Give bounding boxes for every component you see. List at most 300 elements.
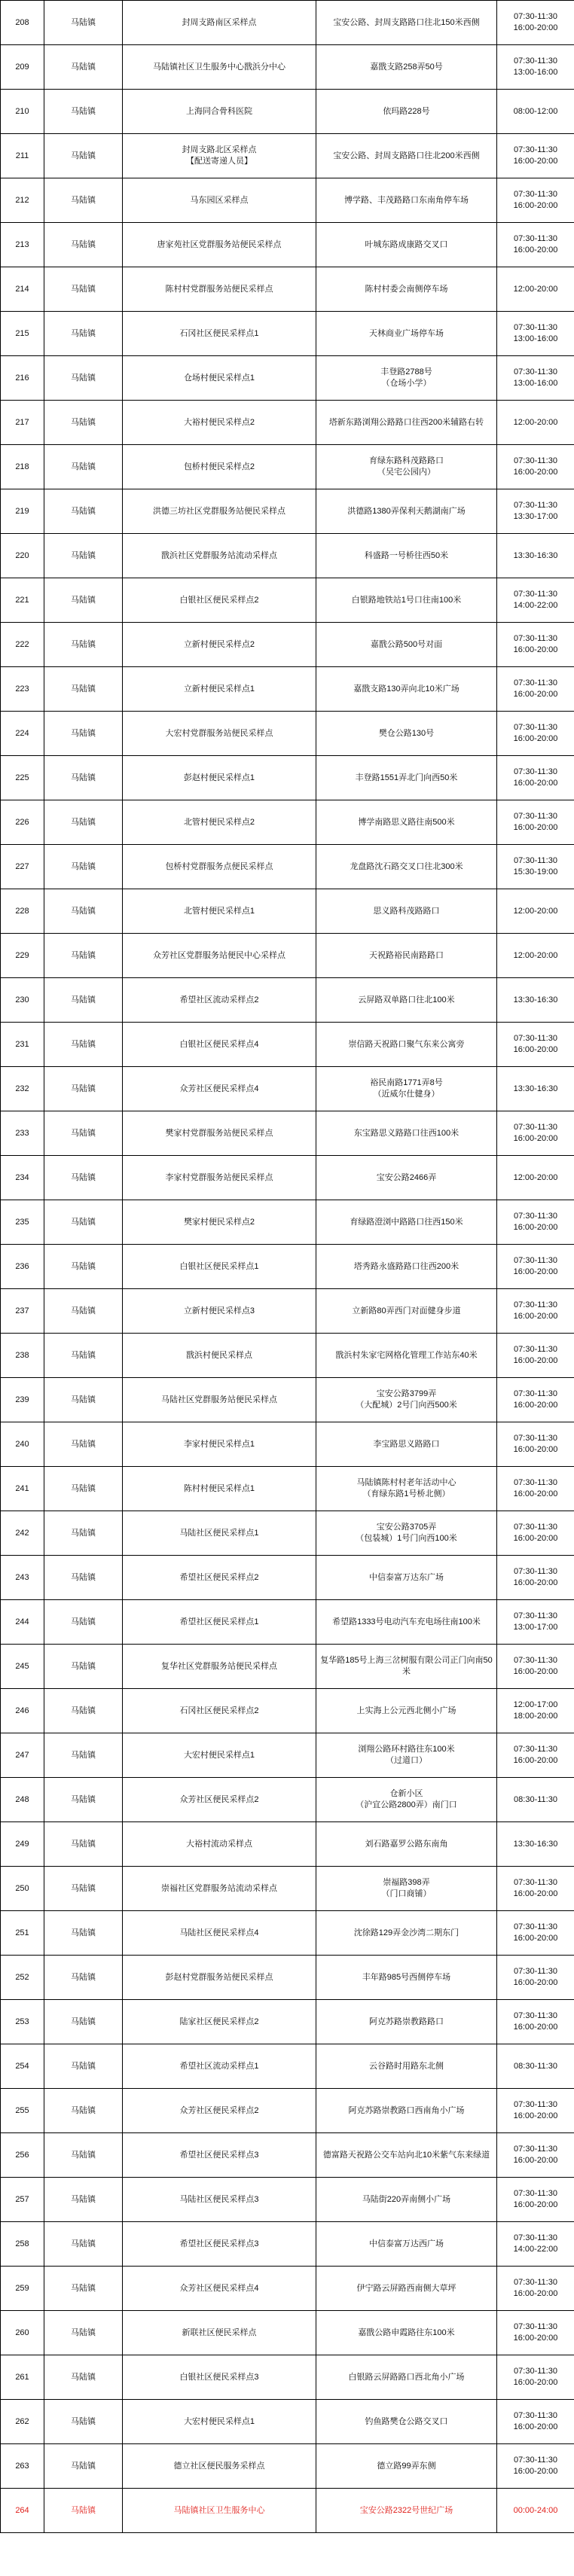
table-row [1,623,574,667]
town-cell: 马陆镇 [44,489,123,534]
address-cell: 天祝路裕民南路路口 [316,934,497,978]
row-number-cell: 237 [1,1289,44,1334]
site-name-cell: 上海同合骨科医院 [123,90,316,134]
table-row [1,1689,574,1733]
table-row [1,1822,574,1867]
row-number-cell: 256 [1,2133,44,2178]
town-cell: 马陆镇 [44,1867,123,1911]
table-row [1,756,574,800]
hours-cell: 07:30-11:30 16:00-20:00 [497,1422,574,1467]
town-cell: 马陆镇 [44,1956,123,2000]
site-name-cell: 包桥村便民采样点2 [123,445,316,489]
town-cell: 马陆镇 [44,401,123,445]
address-cell: 钓鱼路樊仓公路交叉口 [316,2400,497,2444]
address-cell: 博学路、丰茂路路口东南角停车场 [316,178,497,223]
hours-cell: 07:30-11:30 16:00-20:00 [497,1,574,45]
table-row [1,1245,574,1289]
table-row [1,1600,574,1645]
town-cell: 马陆镇 [44,1245,123,1289]
town-cell: 马陆镇 [44,2311,123,2355]
row-number-cell: 242 [1,1511,44,1556]
address-cell: 博学南路思义路往南500米 [316,800,497,845]
table-row [1,712,574,756]
town-cell: 马陆镇 [44,2222,123,2267]
address-cell: 嘉戬支路130弄向北10米广场 [316,667,497,712]
table-row [1,1645,574,1689]
town-cell: 马陆镇 [44,1600,123,1645]
town-cell: 马陆镇 [44,2044,123,2089]
table-row [1,223,574,267]
hours-cell: 12:00-20:00 [497,1156,574,1200]
town-cell: 马陆镇 [44,889,123,934]
table-row [1,978,574,1023]
town-cell: 马陆镇 [44,934,123,978]
site-name-cell: 樊家村党群服务站便民采样点 [123,1111,316,1156]
row-number-cell: 210 [1,90,44,134]
row-number-cell: 235 [1,1200,44,1245]
table-row [1,2267,574,2311]
address-cell: 宝安公路2322号世纪广场 [316,2489,497,2533]
hours-cell: 08:00-12:00 [497,90,574,134]
town-cell: 马陆镇 [44,1511,123,1556]
address-cell: 丰登路2788号 （仓场小学） [316,356,497,401]
site-name-cell: 马陆社区党群服务站便民采样点 [123,1378,316,1422]
site-name-cell: 陆家社区便民采样点2 [123,2000,316,2044]
hours-cell: 07:30-11:30 16:00-20:00 [497,1289,574,1334]
table-row [1,1334,574,1378]
site-name-cell: 大裕村流动采样点 [123,1822,316,1867]
row-number-cell: 262 [1,2400,44,2444]
site-name-cell: 大宏村便民采样点1 [123,1733,316,1778]
row-number-cell: 250 [1,1867,44,1911]
table-row [1,2044,574,2089]
table-row [1,1956,574,2000]
table-row [1,889,574,934]
town-cell: 马陆镇 [44,2000,123,2044]
site-name-cell: 李家村便民采样点1 [123,1422,316,1467]
site-name-cell: 马陆社区便民采样点3 [123,2178,316,2222]
row-number-cell: 209 [1,45,44,90]
row-number-cell: 226 [1,800,44,845]
table-row [1,1422,574,1467]
address-cell: 龙盘路沈石路交叉口往北300米 [316,845,497,889]
town-cell: 马陆镇 [44,90,123,134]
row-number-cell: 243 [1,1556,44,1600]
row-number-cell: 212 [1,178,44,223]
site-name-cell: 立新村便民采样点2 [123,623,316,667]
table-row [1,2222,574,2267]
row-number-cell: 233 [1,1111,44,1156]
row-number-cell: 232 [1,1067,44,1111]
site-name-cell: 希望社区便民采样点3 [123,2133,316,2178]
site-name-cell: 北管村便民采样点2 [123,800,316,845]
address-cell: 宝安公路、封周支路路口往北200米西侧 [316,134,497,178]
site-name-cell: 洪德三坊社区党群服务站便民采样点 [123,489,316,534]
site-name-cell: 白银社区便民采样点2 [123,578,316,623]
address-cell: 宝安公路3799弄 （大配城）2号门向西500米 [316,1378,497,1422]
address-cell: 云谷路时用路东北侧 [316,2044,497,2089]
site-name-cell: 白银社区便民采样点3 [123,2355,316,2400]
address-cell: 育绿东路科茂路路口 （吴宅公园内） [316,445,497,489]
town-cell: 马陆镇 [44,534,123,578]
hours-cell: 07:30-11:30 16:00-20:00 [497,445,574,489]
town-cell: 马陆镇 [44,2444,123,2489]
site-name-cell: 立新村便民采样点3 [123,1289,316,1334]
table-row [1,1733,574,1778]
site-name-cell: 李家村党群服务站便民采样点 [123,1156,316,1200]
hours-cell: 07:30-11:30 16:00-20:00 [497,1334,574,1378]
address-cell: 天林商业广场停车场 [316,312,497,356]
table-row [1,1911,574,1956]
row-number-cell: 218 [1,445,44,489]
hours-cell: 07:30-11:30 16:00-20:00 [497,667,574,712]
town-cell: 马陆镇 [44,1467,123,1511]
row-number-cell: 261 [1,2355,44,2400]
site-name-cell: 北管村便民采样点1 [123,889,316,934]
town-cell: 马陆镇 [44,578,123,623]
hours-cell: 07:30-11:30 16:00-20:00 [497,2133,574,2178]
table-row [1,1467,574,1511]
site-name-cell: 彭赵村党群服务站便民采样点 [123,1956,316,2000]
hours-cell: 07:30-11:30 16:00-20:00 [497,2000,574,2044]
site-name-cell: 希望社区流动采样点1 [123,2044,316,2089]
table-row [1,578,574,623]
hours-cell: 07:30-11:30 13:30-17:00 [497,489,574,534]
row-number-cell: 238 [1,1334,44,1378]
address-cell: 塔秀路永盛路路口往西200米 [316,1245,497,1289]
hours-cell: 08:30-11:30 [497,2044,574,2089]
row-number-cell: 234 [1,1156,44,1200]
hours-cell: 07:30-11:30 16:00-20:00 [497,1956,574,2000]
table-row [1,445,574,489]
table-row [1,800,574,845]
town-cell: 马陆镇 [44,1556,123,1600]
hours-cell: 12:00-20:00 [497,401,574,445]
town-cell: 马陆镇 [44,45,123,90]
row-number-cell: 257 [1,2178,44,2222]
site-name-cell: 马陆镇社区卫生服务中心戬浜分中心 [123,45,316,90]
row-number-cell: 241 [1,1467,44,1511]
table-row [1,90,574,134]
hours-cell: 07:30-11:30 13:00-16:00 [497,312,574,356]
town-cell: 马陆镇 [44,2133,123,2178]
hours-cell: 07:30-11:30 16:00-20:00 [497,1467,574,1511]
address-cell: 丰年路985号西侧停车场 [316,1956,497,2000]
address-cell: 中信泰富万达东广场 [316,1556,497,1600]
address-cell: 阿克苏路崇教路路口 [316,2000,497,2044]
site-name-cell: 彭赵村便民采样点1 [123,756,316,800]
town-cell: 马陆镇 [44,667,123,712]
hours-cell: 13:30-16:30 [497,1822,574,1867]
address-cell: 思义路科茂路路口 [316,889,497,934]
town-cell: 马陆镇 [44,2267,123,2311]
table-row [1,2311,574,2355]
site-name-cell: 马陆镇社区卫生服务中心 [123,2489,316,2533]
hours-cell: 07:30-11:30 16:00-20:00 [497,800,574,845]
table-row [1,2089,574,2133]
row-number-cell: 240 [1,1422,44,1467]
site-name-cell: 希望社区便民采样点3 [123,2222,316,2267]
site-name-cell: 崇福社区党群服务站流动采样点 [123,1867,316,1911]
row-number-cell: 248 [1,1778,44,1822]
site-name-cell: 众芳社区便民采样点2 [123,1778,316,1822]
site-name-cell: 众芳社区便民采样点4 [123,1067,316,1111]
address-cell: 马陆镇陈村村老年活动中心 （育绿东路1号桥北侧） [316,1467,497,1511]
site-name-cell: 陈村村党群服务站便民采样点 [123,267,316,312]
town-cell: 马陆镇 [44,223,123,267]
row-number-cell: 222 [1,623,44,667]
address-cell: 陈村村委会南侧停车场 [316,267,497,312]
hours-cell: 07:30-11:30 13:00-16:00 [497,45,574,90]
site-name-cell: 马陆社区便民采样点1 [123,1511,316,1556]
address-cell: 德富路天祝路公交车站向北10米紫气东来绿道 [316,2133,497,2178]
table-row [1,1111,574,1156]
table-row [1,1378,574,1422]
row-number-cell: 231 [1,1023,44,1067]
site-name-cell: 马陆社区便民采样点4 [123,1911,316,1956]
row-number-cell: 253 [1,2000,44,2044]
site-name-cell: 陈村村便民采样点1 [123,1467,316,1511]
hours-cell: 13:30-16:30 [497,978,574,1023]
table-row [1,45,574,90]
hours-cell: 13:30-16:30 [497,1067,574,1111]
site-name-cell: 樊家村便民采样点2 [123,1200,316,1245]
town-cell: 马陆镇 [44,978,123,1023]
town-cell: 马陆镇 [44,1023,123,1067]
site-name-cell: 仓场村便民采样点1 [123,356,316,401]
row-number-cell: 219 [1,489,44,534]
table-row [1,134,574,178]
row-number-cell: 245 [1,1645,44,1689]
row-number-cell: 239 [1,1378,44,1422]
address-cell: 嘉戬支路258弄50号 [316,45,497,90]
town-cell: 马陆镇 [44,1422,123,1467]
site-name-cell: 包桥村党群服务点便民采样点 [123,845,316,889]
table-row [1,178,574,223]
row-number-cell: 255 [1,2089,44,2133]
address-cell: 宝安公路2466弄 [316,1156,497,1200]
address-cell: 东宝路思义路路口往西100米 [316,1111,497,1156]
hours-cell: 12:00-20:00 [497,889,574,934]
row-number-cell: 246 [1,1689,44,1733]
row-number-cell: 213 [1,223,44,267]
table-row [1,1867,574,1911]
row-number-cell: 236 [1,1245,44,1289]
address-cell: 戬浜村朱家宅网格化管理工作站东40米 [316,1334,497,1378]
hours-cell: 00:00-24:00 [497,2489,574,2533]
address-cell: 希望路1333号电动汽车充电场往南100米 [316,1600,497,1645]
hours-cell: 07:30-11:30 13:00-16:00 [497,356,574,401]
table-row [1,1023,574,1067]
address-cell: 云屏路双单路口往北100米 [316,978,497,1023]
row-number-cell: 215 [1,312,44,356]
town-cell: 马陆镇 [44,1911,123,1956]
hours-cell: 07:30-11:30 16:00-20:00 [497,1023,574,1067]
hours-cell: 07:30-11:30 16:00-20:00 [497,623,574,667]
town-cell: 马陆镇 [44,1689,123,1733]
sampling-sites-table-body [1,1,574,2533]
row-number-cell: 216 [1,356,44,401]
address-cell: 李宝路思义路路口 [316,1422,497,1467]
hours-cell: 07:30-11:30 16:00-20:00 [497,2444,574,2489]
row-number-cell: 258 [1,2222,44,2267]
hours-cell: 07:30-11:30 16:00-20:00 [497,223,574,267]
site-name-cell: 戬浜社区党群服务站流动采样点 [123,534,316,578]
row-number-cell: 247 [1,1733,44,1778]
site-name-cell: 大宏村便民采样点1 [123,2400,316,2444]
hours-cell: 13:30-16:30 [497,534,574,578]
table-row [1,356,574,401]
row-number-cell: 211 [1,134,44,178]
town-cell: 马陆镇 [44,2400,123,2444]
address-cell: 阿克苏路崇教路口西南角小广场 [316,2089,497,2133]
address-cell: 刘石路嘉罗公路东南角 [316,1822,497,1867]
hours-cell: 07:30-11:30 16:00-20:00 [497,178,574,223]
town-cell: 马陆镇 [44,178,123,223]
address-cell: 叶城东路成康路交叉口 [316,223,497,267]
table-row [1,267,574,312]
address-cell: 马陆街220弄南侧小广场 [316,2178,497,2222]
row-number-cell: 251 [1,1911,44,1956]
address-cell: 立新路80弄西门对面健身步道 [316,1289,497,1334]
site-name-cell: 封周支路北区采样点 【配送寄递人员】 [123,134,316,178]
site-name-cell: 唐家苑社区党群服务站便民采样点 [123,223,316,267]
site-name-cell: 白银社区便民采样点4 [123,1023,316,1067]
hours-cell: 07:30-11:30 14:00-22:00 [497,2222,574,2267]
address-cell: 崇福路398弄 （门口商铺） [316,1867,497,1911]
hours-cell: 07:30-11:30 16:00-20:00 [497,1378,574,1422]
address-cell: 宝安公路3705弄 （包装城）1号门向西100米 [316,1511,497,1556]
town-cell: 马陆镇 [44,267,123,312]
hours-cell: 12:00-17:00 18:00-20:00 [497,1689,574,1733]
hours-cell: 07:30-11:30 16:00-20:00 [497,1245,574,1289]
hours-cell: 07:30-11:30 16:00-20:00 [497,1911,574,1956]
town-cell: 马陆镇 [44,1156,123,1200]
hours-cell: 07:30-11:30 16:00-20:00 [497,2311,574,2355]
address-cell: 裕民南路1771弄8号 （近威尔仕健身） [316,1067,497,1111]
address-cell: 洪德路1380弄保利天鹅湖南广场 [316,489,497,534]
town-cell: 马陆镇 [44,1822,123,1867]
table-row [1,1511,574,1556]
row-number-cell: 228 [1,889,44,934]
address-cell: 樊仓公路130号 [316,712,497,756]
address-cell: 宝安公路、封周支路路口往北150米西侧 [316,1,497,45]
row-number-cell: 259 [1,2267,44,2311]
site-name-cell: 大宏村党群服务站便民采样点 [123,712,316,756]
town-cell: 马陆镇 [44,2089,123,2133]
town-cell: 马陆镇 [44,2489,123,2533]
row-number-cell: 263 [1,2444,44,2489]
address-cell: 崇信路天祝路口聚气东来公寓旁 [316,1023,497,1067]
town-cell: 马陆镇 [44,1200,123,1245]
address-cell: 白银路地铁站1号口往南100米 [316,578,497,623]
hours-cell: 07:30-11:30 16:00-20:00 [497,1867,574,1911]
address-cell: 浏翔公路环村路往东100米 （过道口） [316,1733,497,1778]
table-row [1,1067,574,1111]
table-row [1,934,574,978]
site-name-cell: 希望社区便民采样点1 [123,1600,316,1645]
site-name-cell: 封周支路南区采样点 [123,1,316,45]
table-row [1,2355,574,2400]
town-cell: 马陆镇 [44,1645,123,1689]
site-name-cell: 众芳社区便民采样点2 [123,2089,316,2133]
hours-cell: 07:30-11:30 16:00-20:00 [497,1111,574,1156]
site-name-cell: 复华社区党群服务站便民采样点 [123,1645,316,1689]
row-number-cell: 229 [1,934,44,978]
table-row [1,2444,574,2489]
address-cell: 复华路185号上海三岔树服有限公司正门向南50米 [316,1645,497,1689]
town-cell: 马陆镇 [44,845,123,889]
site-name-cell: 石冈社区便民采样点1 [123,312,316,356]
address-cell: 德立路99弄东侧 [316,2444,497,2489]
hours-cell: 07:30-11:30 15:30-19:00 [497,845,574,889]
table-row [1,489,574,534]
town-cell: 马陆镇 [44,1334,123,1378]
hours-cell: 07:30-11:30 16:00-20:00 [497,1200,574,1245]
hours-cell: 12:00-20:00 [497,934,574,978]
site-name-cell: 众芳社区便民采样点4 [123,2267,316,2311]
town-cell: 马陆镇 [44,1733,123,1778]
site-name-cell: 新联社区便民采样点 [123,2311,316,2355]
hours-cell: 07:30-11:30 16:00-20:00 [497,756,574,800]
row-number-cell: 244 [1,1600,44,1645]
row-number-cell: 254 [1,2044,44,2089]
hours-cell: 08:30-11:30 [497,1778,574,1822]
address-cell: 仓新小区 （沪宜公路2800弄）南门口 [316,1778,497,1822]
table-row [1,1289,574,1334]
hours-cell: 12:00-20:00 [497,267,574,312]
row-number-cell: 264 [1,2489,44,2533]
site-name-cell: 马东园区采样点 [123,178,316,223]
hours-cell: 07:30-11:30 16:00-20:00 [497,134,574,178]
town-cell: 马陆镇 [44,1111,123,1156]
site-name-cell: 希望社区便民采样点2 [123,1556,316,1600]
hours-cell: 07:30-11:30 16:00-20:00 [497,2267,574,2311]
address-cell: 嘉戬公路申霞路往东100米 [316,2311,497,2355]
table-row-highlighted [1,2489,574,2533]
row-number-cell: 221 [1,578,44,623]
table-row [1,534,574,578]
town-cell: 马陆镇 [44,1067,123,1111]
row-number-cell: 227 [1,845,44,889]
hours-cell: 07:30-11:30 16:00-20:00 [497,1733,574,1778]
site-name-cell: 白银社区便民采样点1 [123,1245,316,1289]
row-number-cell: 223 [1,667,44,712]
hours-cell: 07:30-11:30 16:00-20:00 [497,2400,574,2444]
site-name-cell: 戬浜村便民采样点 [123,1334,316,1378]
address-cell: 嘉戬公路500号对面 [316,623,497,667]
hours-cell: 07:30-11:30 16:00-20:00 [497,1511,574,1556]
town-cell: 马陆镇 [44,712,123,756]
town-cell: 马陆镇 [44,134,123,178]
town-cell: 马陆镇 [44,312,123,356]
table-row [1,1200,574,1245]
table-row [1,2000,574,2044]
town-cell: 马陆镇 [44,2355,123,2400]
site-name-cell: 大裕村便民采样点2 [123,401,316,445]
town-cell: 马陆镇 [44,623,123,667]
hours-cell: 07:30-11:30 14:00-22:00 [497,578,574,623]
table-row [1,2178,574,2222]
hours-cell: 07:30-11:30 16:00-20:00 [497,1556,574,1600]
town-cell: 马陆镇 [44,1,123,45]
table-row [1,1778,574,1822]
table-row [1,1,574,45]
table-row [1,1156,574,1200]
address-cell: 伊宁路云屏路西南侧大草坪 [316,2267,497,2311]
town-cell: 马陆镇 [44,1378,123,1422]
row-number-cell: 225 [1,756,44,800]
